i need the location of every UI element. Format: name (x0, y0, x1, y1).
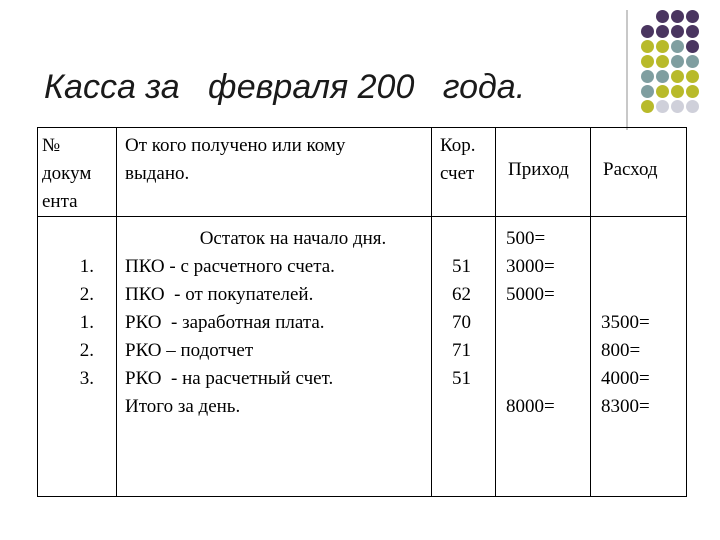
row-document-number (38, 393, 94, 421)
row-document-number: 1. (79, 256, 94, 277)
header-num-line: ента (42, 191, 78, 212)
row-expense-amount (601, 253, 686, 281)
decorative-divider (626, 10, 628, 130)
row-document-number: 1. (79, 312, 94, 333)
dot-shape (641, 40, 654, 53)
row-description: РКО – подотчет (125, 340, 254, 361)
decorative-dot-grid (640, 9, 700, 114)
row-expense-amount: 800= (601, 340, 641, 361)
row-expense-amount (601, 225, 686, 253)
dot-shape (641, 25, 654, 38)
dot-shape (671, 10, 684, 23)
row-account (432, 393, 471, 421)
row-description: Остаток на начало дня. (199, 228, 387, 249)
dot-shape (686, 10, 699, 23)
dot-shape (671, 100, 684, 113)
row-income-amount (506, 337, 590, 365)
row-expense-amount: 8300= (601, 396, 650, 417)
header-from-line: От кого получено или кому (125, 135, 346, 156)
row-income-amount: 3000= (506, 256, 555, 277)
header-num-line: № (42, 135, 61, 156)
header-counterparty (117, 128, 432, 217)
dot-shape (656, 100, 669, 113)
row-income-amount (506, 309, 590, 337)
row-expense-amount (601, 281, 686, 309)
dot-shape (671, 40, 684, 53)
dot-shape (671, 25, 684, 38)
dot-shape (641, 100, 654, 113)
cash-ledger-table (37, 127, 687, 497)
dot-shape (686, 40, 699, 53)
row-account: 70 (452, 312, 471, 333)
column-document-numbers (38, 217, 117, 497)
page-title: Касса за февраля 200 года. (44, 68, 526, 106)
header-num-line: докум (42, 163, 92, 184)
row-document-number (38, 225, 94, 253)
header-income: Приход (496, 128, 591, 217)
dot-shape (686, 70, 699, 83)
row-account: 51 (452, 256, 471, 277)
header-document-number (38, 128, 117, 217)
header-kor-line: Кор. (440, 135, 476, 156)
dot-shape (671, 85, 684, 98)
table-header-row (38, 128, 687, 217)
dot-shape (641, 85, 654, 98)
row-income-amount: 8000= (506, 396, 555, 417)
row-account: 51 (452, 368, 471, 389)
row-expense-amount: 3500= (601, 312, 650, 333)
dot-shape (656, 10, 669, 23)
header-expense: Расход (591, 128, 687, 217)
dot-shape (656, 85, 669, 98)
header-from-line: выдано. (125, 163, 190, 184)
header-corresponding-account (432, 128, 496, 217)
dot-shape (686, 25, 699, 38)
row-account: 62 (452, 284, 471, 305)
dot-shape (656, 40, 669, 53)
row-document-number: 2. (79, 284, 94, 305)
dot-shape (686, 85, 699, 98)
row-income-amount (506, 365, 590, 393)
dot-shape (686, 55, 699, 68)
dot-shape (641, 70, 654, 83)
row-expense-amount: 4000= (601, 368, 650, 389)
header-kor-line: счет (440, 163, 475, 184)
column-descriptions (117, 217, 432, 497)
dot-shape (671, 70, 684, 83)
dot-shape (641, 10, 654, 23)
dot-shape (656, 55, 669, 68)
row-income-amount: 500= (506, 228, 546, 249)
row-description: Итого за день. (125, 396, 241, 417)
dot-shape (656, 25, 669, 38)
dot-shape (671, 55, 684, 68)
row-description: ПКО - от покупателей. (125, 284, 314, 305)
column-income (496, 217, 591, 497)
row-document-number: 3. (79, 368, 94, 389)
row-description: РКО - на расчетный счет. (125, 368, 334, 389)
row-document-number: 2. (79, 340, 94, 361)
dot-shape (686, 100, 699, 113)
column-accounts (432, 217, 496, 497)
row-description: ПКО - с расчетного счета. (125, 256, 335, 277)
row-description: РКО - заработная плата. (125, 312, 325, 333)
dot-shape (641, 55, 654, 68)
dot-shape (656, 70, 669, 83)
column-expense (591, 217, 687, 497)
row-income-amount: 5000= (506, 284, 555, 305)
table-body-row (38, 217, 687, 497)
row-account (432, 225, 471, 253)
row-account: 71 (452, 340, 471, 361)
